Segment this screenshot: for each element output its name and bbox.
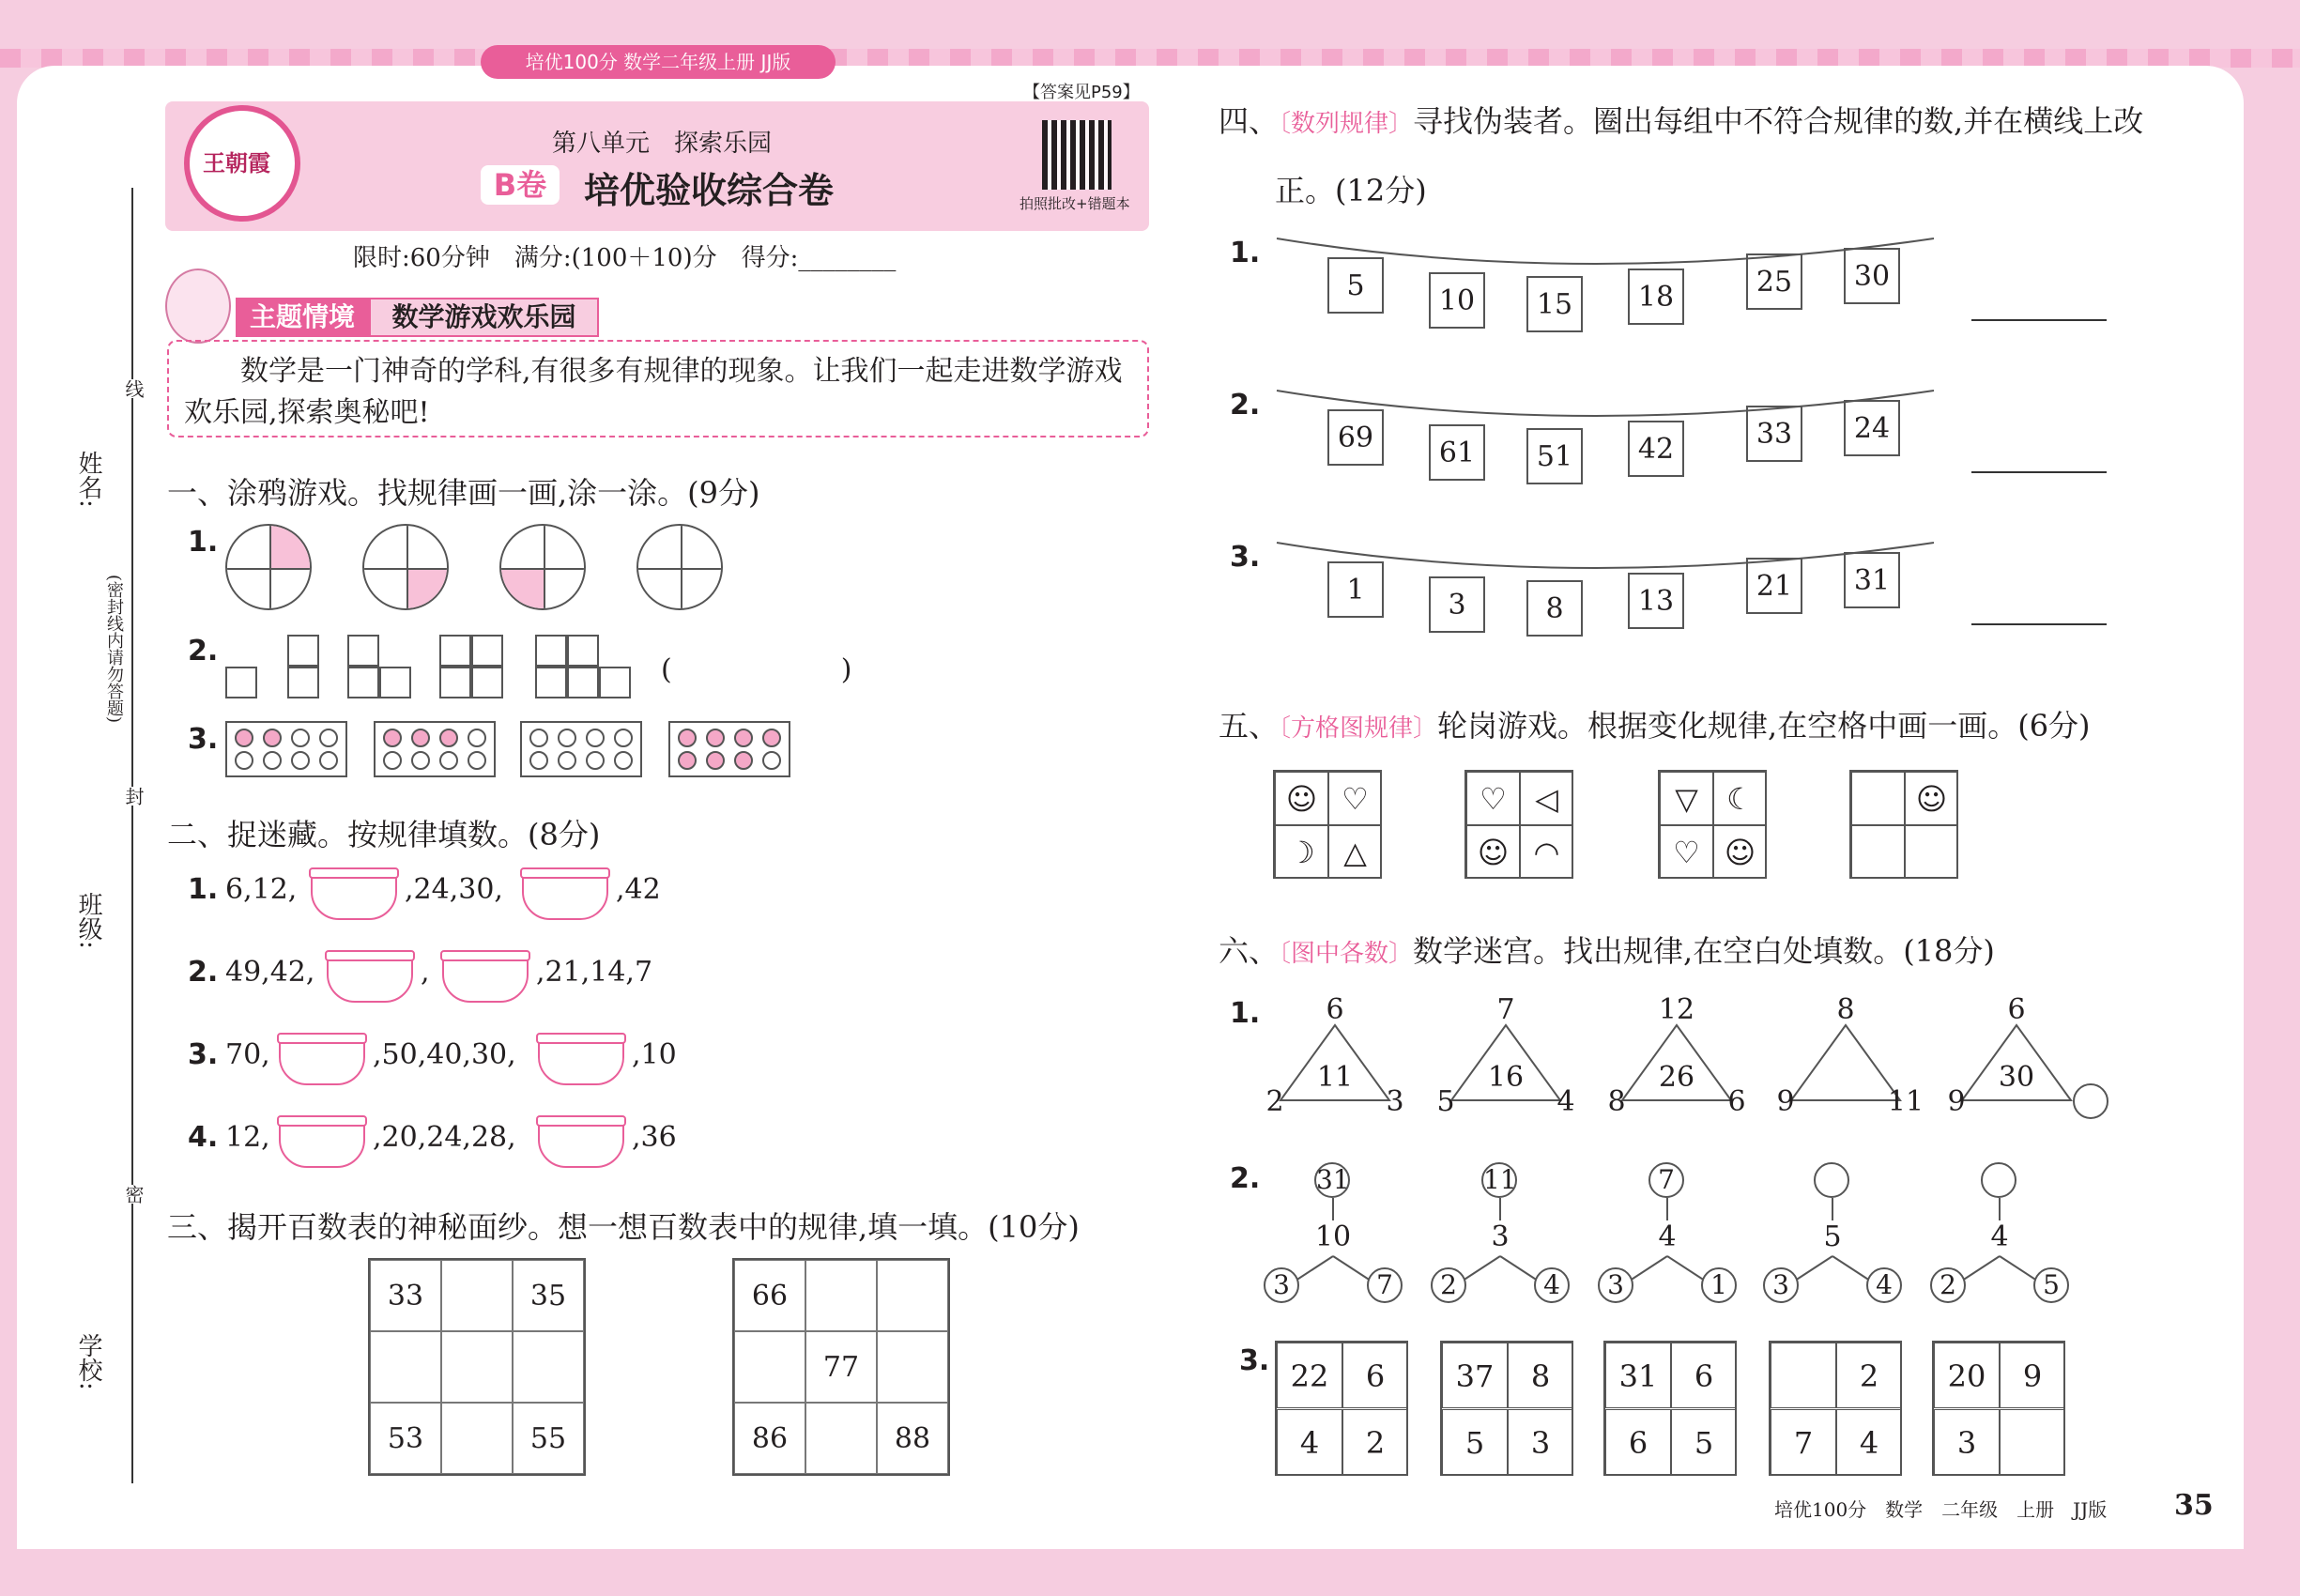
moon-icon: ☾ xyxy=(1713,772,1767,825)
number-card[interactable]: 1 xyxy=(1327,561,1384,618)
q1-answer-paren[interactable]: ( ) xyxy=(661,653,852,686)
triangle-center-number: 30 xyxy=(1998,1061,2035,1094)
q1-item-3-num: 3. xyxy=(188,723,219,756)
box-cell: 6 xyxy=(1671,1343,1737,1408)
number-card[interactable]: 69 xyxy=(1327,409,1384,466)
moon-icon: ◠ xyxy=(1520,825,1573,879)
smiley-icon: ☺ xyxy=(1466,825,1520,879)
grid-cell: 88 xyxy=(877,1403,948,1474)
triangle-icon: △ xyxy=(1328,825,1382,879)
triangle-left-number: 5 xyxy=(1436,1085,1455,1118)
triangle-center-number: 16 xyxy=(1487,1061,1525,1094)
answer-circle[interactable] xyxy=(2073,1083,2108,1119)
tree-left-number: 3 xyxy=(1598,1267,1633,1303)
tree-left-number: 3 xyxy=(1264,1267,1299,1303)
box-cell: 8 xyxy=(1508,1343,1573,1408)
tree-left-number: 2 xyxy=(1930,1267,1966,1303)
triangle-top-number: 12 xyxy=(1658,993,1695,1026)
box-cell: 22 xyxy=(1277,1343,1342,1408)
q6-item-1-num: 1. xyxy=(1230,997,1261,1030)
box-cell-blank[interactable] xyxy=(1771,1343,1836,1408)
unit-title: 第八单元 探索乐园 xyxy=(552,130,773,158)
q2-item-num: 2. xyxy=(188,956,219,989)
theme-intro-text: 数学是一门神奇的学科,有很多有规律的现象。让我们一起走进数学游戏欢乐园,探索奥秘吧! xyxy=(184,355,1123,429)
q4-title-cont: 正。(12分) xyxy=(1275,173,1427,208)
smiley-icon: ☺ xyxy=(1905,772,1958,825)
tree-right-number: 4 xyxy=(1866,1267,1902,1303)
q2-title: 二、捉迷藏。按规律填数。(8分) xyxy=(167,817,601,852)
grid-cell: 53 xyxy=(370,1403,441,1474)
q2-sequence-text: ,36 xyxy=(632,1121,677,1154)
q6-item-2-num: 2. xyxy=(1230,1162,1261,1195)
triangle-top-number: 7 xyxy=(1496,993,1515,1026)
box-cell: 6 xyxy=(1605,1409,1671,1475)
heart-icon: ♡ xyxy=(1660,825,1713,879)
number-card[interactable]: 5 xyxy=(1327,257,1384,314)
qr-caption: 拍照批改+错题本 xyxy=(1020,195,1130,212)
grid-cell: 77 xyxy=(805,1331,877,1403)
q2-item-num: 3. xyxy=(188,1038,219,1071)
q2-sequence-text: ,50,40,30, xyxy=(373,1038,516,1071)
heart-icon: ♡ xyxy=(1328,772,1382,825)
tree-middle-number: 10 xyxy=(1305,1220,1361,1253)
number-card[interactable]: 51 xyxy=(1526,428,1583,484)
triangle-top-number: 8 xyxy=(1836,993,1855,1026)
volume-badge: B卷 xyxy=(481,165,560,205)
box-cell: 2 xyxy=(1342,1409,1408,1475)
box-cell: 5 xyxy=(1442,1409,1508,1475)
heart-icon: ♡ xyxy=(1466,772,1520,825)
theme-label: 主题情境 xyxy=(236,298,369,337)
number-card[interactable]: 8 xyxy=(1526,580,1583,637)
triangle-top-number: 6 xyxy=(1326,993,1344,1026)
smiley-icon: ☺ xyxy=(1275,772,1328,825)
number-card[interactable]: 15 xyxy=(1526,276,1583,332)
q2-sequence-text: ,10 xyxy=(632,1038,677,1071)
triangle-right-number: 3 xyxy=(1386,1085,1404,1118)
box-cell-blank[interactable] xyxy=(2000,1409,2065,1475)
box-cell: 2 xyxy=(1836,1343,1902,1408)
q1-item-1-num: 1. xyxy=(188,526,219,559)
grid-cell: 35 xyxy=(513,1260,584,1331)
q2-item-num: 1. xyxy=(188,873,219,906)
box-cell: 4 xyxy=(1277,1409,1342,1475)
tree-left-number: 3 xyxy=(1763,1267,1799,1303)
q2-item-num: 4. xyxy=(188,1121,219,1154)
number-card[interactable]: 13 xyxy=(1628,573,1684,629)
tree-top-blank[interactable] xyxy=(1814,1162,1849,1198)
number-card[interactable]: 10 xyxy=(1429,272,1485,329)
box-cell: 4 xyxy=(1836,1409,1902,1475)
triangle-top-number: 6 xyxy=(2007,993,2026,1026)
q2-sequence-text: ,21,14,7 xyxy=(536,956,653,989)
number-card[interactable]: 30 xyxy=(1844,248,1900,304)
number-card[interactable]: 24 xyxy=(1844,400,1900,456)
hanging-string xyxy=(1277,543,1934,568)
grid-cell: 55 xyxy=(513,1403,584,1474)
tree-middle-number: 4 xyxy=(1639,1220,1695,1253)
box-cell: 6 xyxy=(1342,1343,1408,1408)
q2-sequence-text: 49,42, xyxy=(225,956,315,989)
number-box xyxy=(1275,1341,1408,1476)
box-cell: 5 xyxy=(1671,1409,1737,1475)
q6-title: 六、〔图中各数〕数学迷宫。找出规律,在空白处填数。(18分) xyxy=(1219,933,1995,969)
triangle-right-number: 11 xyxy=(1887,1085,1924,1118)
footer-text: 培优100分 数学 二年级 上册 JJ版 xyxy=(1774,1498,2108,1521)
q4-item-num: 3. xyxy=(1230,541,1261,574)
number-card[interactable]: 31 xyxy=(1844,552,1900,608)
q6-item-3-num: 3. xyxy=(1239,1344,1270,1377)
box-cell: 3 xyxy=(1934,1409,2000,1475)
tree-middle-number: 3 xyxy=(1472,1220,1528,1253)
tree-top-number: 11 xyxy=(1481,1162,1517,1198)
triangle-left-icon: ◁ xyxy=(1520,772,1573,825)
tree-top-blank[interactable] xyxy=(1981,1162,2016,1198)
seal-mi-mark: 密 xyxy=(120,1185,147,1204)
grid-cell: 86 xyxy=(734,1403,805,1474)
triangle-left-number: 8 xyxy=(1607,1085,1626,1118)
hanging-string xyxy=(1277,238,1934,264)
box-cell: 37 xyxy=(1442,1343,1508,1408)
number-card[interactable]: 61 xyxy=(1429,424,1485,481)
page-number: 35 xyxy=(2174,1489,2214,1522)
box-cell: 7 xyxy=(1771,1409,1836,1475)
q3-title: 三、揭开百数表的神秘面纱。想一想百数表中的规律,填一填。(10分) xyxy=(167,1209,1080,1245)
smiley-icon: ☺ xyxy=(1713,825,1767,879)
triangle-right-number: 6 xyxy=(1727,1085,1746,1118)
number-box xyxy=(1769,1341,1902,1476)
seal-line-mark: 线 xyxy=(120,379,147,398)
triangle-center-number: 26 xyxy=(1658,1061,1695,1094)
school-label: 学校: xyxy=(74,1333,102,1390)
triangle-left-number: 9 xyxy=(1776,1085,1795,1118)
q2-sequence-text: , xyxy=(421,956,430,989)
logo-text: 王朝霞 xyxy=(203,150,270,176)
q2-sequence-text: 70, xyxy=(225,1038,270,1071)
triangle-down-icon: ▽ xyxy=(1660,772,1713,825)
exam-title: 培优验收综合卷 xyxy=(584,170,835,211)
number-card[interactable]: 18 xyxy=(1628,269,1684,325)
tree-right-number: 7 xyxy=(1367,1267,1403,1303)
q4-item-num: 2. xyxy=(1230,389,1261,422)
seal-feng-mark: 封 xyxy=(120,787,147,806)
moon-icon: ☽ xyxy=(1275,825,1328,879)
triangle-left-number: 2 xyxy=(1265,1085,1284,1118)
q4-item-num: 1. xyxy=(1230,237,1261,269)
exam-limits: 限时:60分钟 满分:(100＋10)分 得分:________ xyxy=(353,244,897,272)
number-card[interactable]: 33 xyxy=(1746,406,1802,462)
number-box xyxy=(1440,1341,1573,1476)
class-label: 班级: xyxy=(74,892,102,949)
tree-middle-number: 5 xyxy=(1804,1220,1861,1253)
q2-sequence-text: 6,12, xyxy=(225,873,298,906)
q2-sequence-text: ,20,24,28, xyxy=(373,1121,516,1154)
tree-right-number: 5 xyxy=(2033,1267,2069,1303)
triangle-right-number: 4 xyxy=(1556,1085,1575,1118)
tree-middle-number: 4 xyxy=(1971,1220,2028,1253)
tree-left-number: 2 xyxy=(1431,1267,1466,1303)
q5-title: 五、〔方格图规律〕轮岗游戏。根据变化规律,在空格中画一画。(6分) xyxy=(1219,708,2091,744)
box-cell: 20 xyxy=(1934,1343,2000,1408)
tree-right-number: 1 xyxy=(1701,1267,1737,1303)
answer-reference: 【答案见P59】 xyxy=(1023,83,1140,102)
tree-top-number: 31 xyxy=(1314,1162,1350,1198)
q4-title: 四、〔数列规律〕寻找伪装者。圈出每组中不符合规律的数,并在横线上改 xyxy=(1219,103,2144,139)
tree-right-number: 4 xyxy=(1534,1267,1570,1303)
name-label: 姓名: xyxy=(74,451,102,508)
number-card[interactable]: 3 xyxy=(1429,576,1485,633)
number-box xyxy=(1932,1341,2065,1476)
hanging-string xyxy=(1277,391,1934,416)
q2-sequence-text: ,24,30, xyxy=(405,873,503,906)
number-card[interactable]: 25 xyxy=(1746,253,1802,310)
q1-item-2-num: 2. xyxy=(188,635,219,668)
q2-sequence-text: ,42 xyxy=(616,873,661,906)
box-cell: 31 xyxy=(1605,1343,1671,1408)
q2-sequence-text: 12, xyxy=(225,1121,270,1154)
box-cell: 9 xyxy=(2000,1343,2065,1408)
tree-top-number: 7 xyxy=(1648,1162,1684,1198)
q1-title: 一、涂鸦游戏。找规律画一画,涂一涂。(9分) xyxy=(167,475,760,511)
number-card[interactable]: 42 xyxy=(1628,421,1684,477)
number-box xyxy=(1603,1341,1737,1476)
grid-cell: 66 xyxy=(734,1260,805,1331)
grid-cell: 33 xyxy=(370,1260,441,1331)
seal-notice: (密封线内请勿答题) xyxy=(101,575,126,723)
triangle-left-number: 9 xyxy=(1947,1085,1966,1118)
book-banner: 培优100分 数学二年级上册 JJ版 xyxy=(481,45,836,79)
box-cell: 3 xyxy=(1508,1409,1573,1475)
number-card[interactable]: 21 xyxy=(1746,558,1802,614)
theme-name: 数学游戏欢乐园 xyxy=(369,298,599,337)
triangle-center-number: 11 xyxy=(1316,1061,1354,1094)
